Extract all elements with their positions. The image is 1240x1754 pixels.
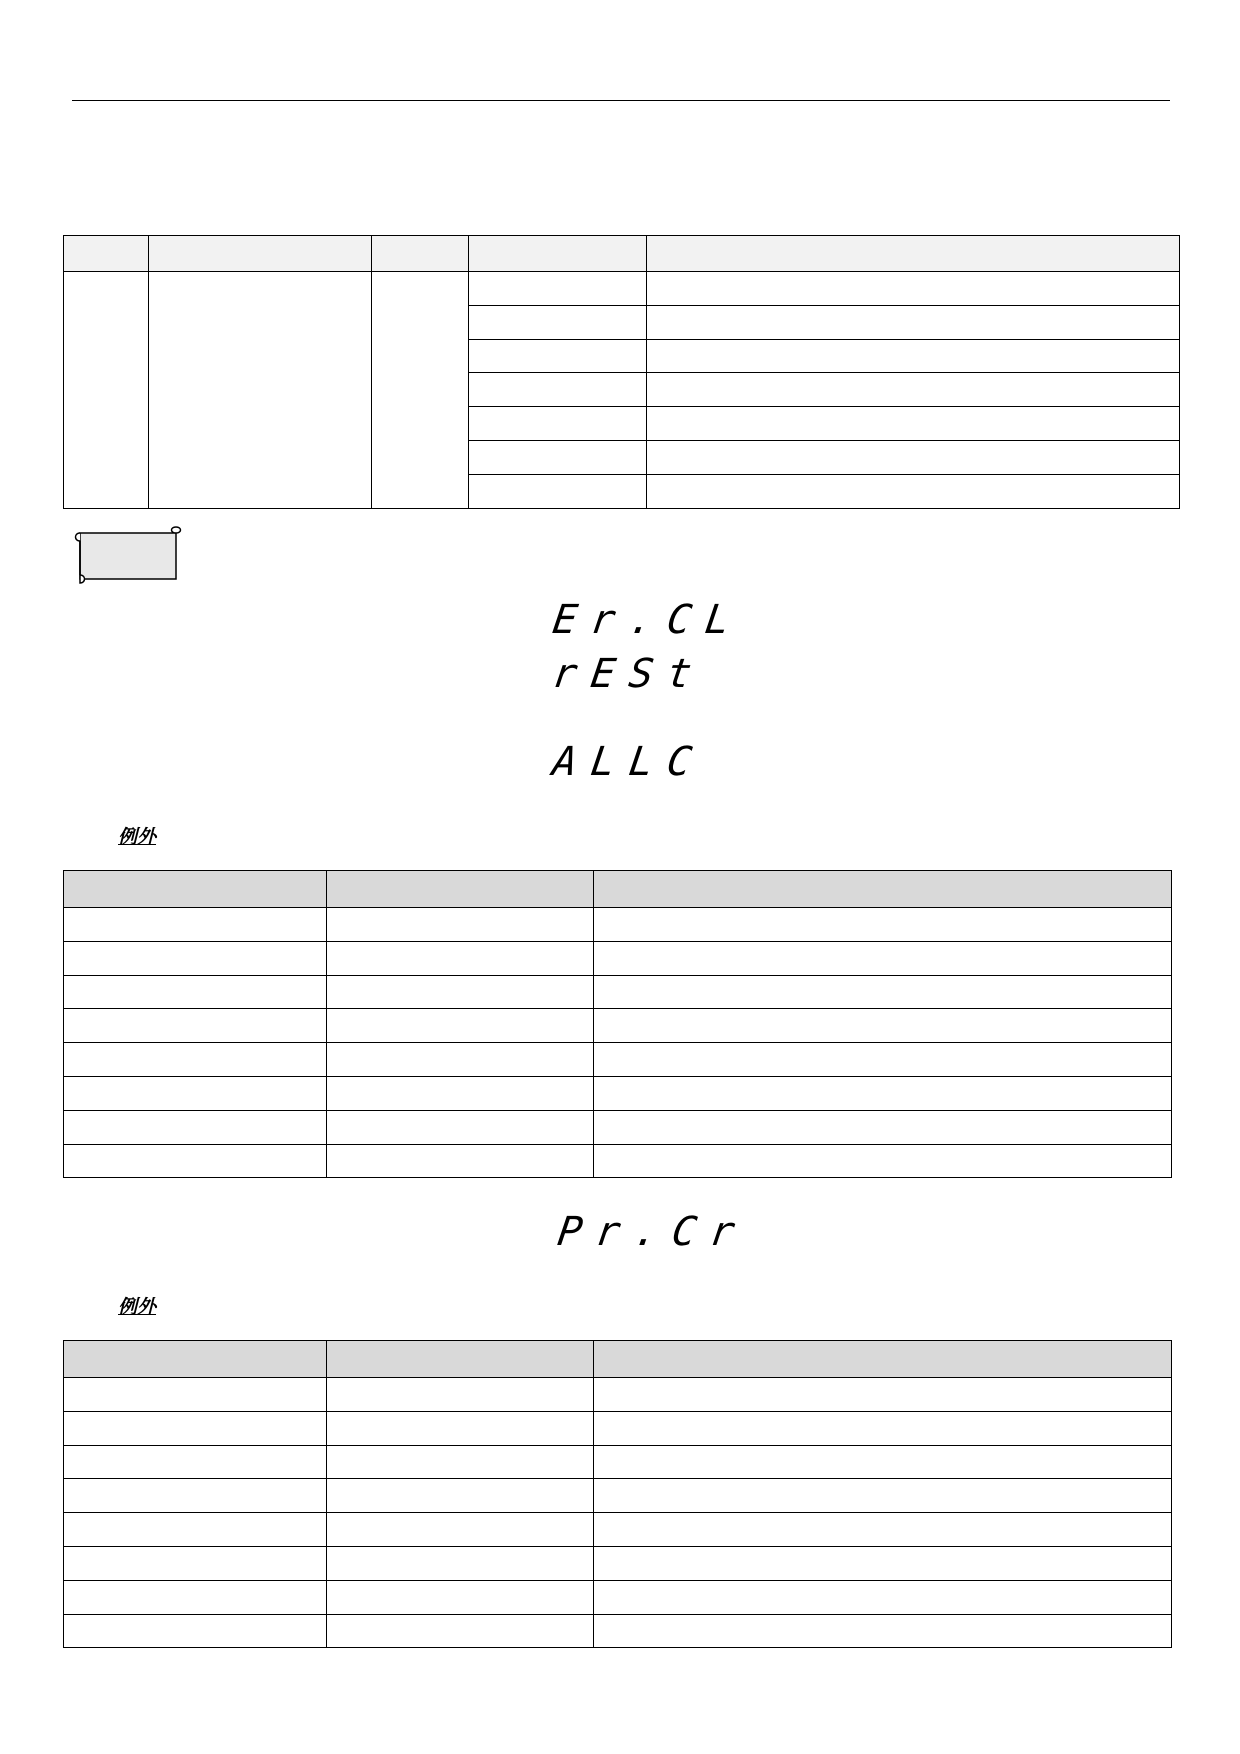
table-cell	[64, 908, 327, 942]
exception-table	[63, 1340, 1172, 1648]
header-rule	[72, 100, 1170, 101]
table-row	[64, 1445, 1172, 1479]
header-cell	[64, 236, 149, 272]
table-row	[64, 1479, 1172, 1513]
table-cell	[327, 908, 594, 942]
table-cell	[594, 941, 1172, 975]
table-cell	[327, 1144, 594, 1178]
table-cell	[594, 1009, 1172, 1043]
table-cell	[469, 339, 647, 373]
table-cell	[594, 1378, 1172, 1412]
table-cell	[327, 941, 594, 975]
table-row	[64, 1144, 1172, 1178]
table-cell	[327, 1009, 594, 1043]
display-code-rest: rESt	[549, 651, 709, 697]
table-cell	[64, 1043, 327, 1077]
table-cell	[64, 1614, 327, 1648]
display-code-er-cl: Er.CL	[549, 597, 747, 643]
table-row	[64, 908, 1172, 942]
table-cell	[469, 373, 647, 407]
table-cell	[149, 272, 372, 509]
table-cell	[594, 1513, 1172, 1547]
header-cell	[594, 1341, 1172, 1378]
table-row	[64, 1411, 1172, 1445]
table-cell	[327, 1546, 594, 1580]
table-cell	[327, 1043, 594, 1077]
table-row	[64, 272, 1180, 306]
table-cell	[64, 1378, 327, 1412]
table-cell	[594, 1144, 1172, 1178]
table-cell	[647, 474, 1180, 508]
table-cell	[64, 1076, 327, 1110]
header-cell	[327, 1341, 594, 1378]
table-row	[64, 941, 1172, 975]
header-cell	[469, 236, 647, 272]
table-cell	[372, 272, 469, 509]
table-cell	[469, 272, 647, 306]
table-cell	[64, 272, 149, 509]
table-cell	[327, 1513, 594, 1547]
table-cell	[594, 1110, 1172, 1144]
table-cell	[594, 1043, 1172, 1077]
header-cell	[594, 871, 1172, 908]
table-cell	[327, 1614, 594, 1648]
table-cell	[594, 1479, 1172, 1513]
table-cell	[647, 339, 1180, 373]
table-row	[64, 1513, 1172, 1547]
table-cell	[594, 908, 1172, 942]
table-cell	[647, 373, 1180, 407]
table-cell	[647, 272, 1180, 306]
table-header-row	[64, 1341, 1172, 1378]
table-cell	[327, 1411, 594, 1445]
header-cell	[64, 1341, 327, 1378]
table-row	[64, 1076, 1172, 1110]
table-cell	[469, 305, 647, 339]
table-cell	[64, 1546, 327, 1580]
table-row	[64, 1110, 1172, 1144]
table-cell	[594, 1445, 1172, 1479]
table-header-row	[64, 871, 1172, 908]
table-cell	[469, 474, 647, 508]
table-cell	[327, 1580, 594, 1614]
table-cell	[647, 407, 1180, 441]
table-cell	[594, 1614, 1172, 1648]
table-cell	[647, 440, 1180, 474]
table-cell	[469, 440, 647, 474]
table-cell	[64, 941, 327, 975]
table-row	[64, 1043, 1172, 1077]
parameter-table	[63, 235, 1180, 509]
table-cell	[594, 1546, 1172, 1580]
table-header-row	[64, 236, 1180, 272]
table-cell	[327, 1479, 594, 1513]
table-row	[64, 1378, 1172, 1412]
display-code-allc: ALLC	[549, 739, 709, 785]
table-cell	[469, 407, 647, 441]
header-cell	[327, 871, 594, 908]
table-cell	[64, 1411, 327, 1445]
table-cell	[327, 975, 594, 1009]
table-cell	[647, 305, 1180, 339]
exception-label: 例外	[118, 826, 157, 848]
header-cell	[149, 236, 372, 272]
table-cell	[327, 1110, 594, 1144]
table-cell	[64, 1513, 327, 1547]
table-cell	[594, 975, 1172, 1009]
table-cell	[64, 1479, 327, 1513]
exception-label: 例外	[118, 1296, 157, 1318]
table-cell	[64, 1144, 327, 1178]
table-row	[64, 1580, 1172, 1614]
table-cell	[64, 1009, 327, 1043]
display-code-pr-cr: Pr.Cr	[554, 1209, 752, 1255]
table-cell	[64, 975, 327, 1009]
header-cell	[372, 236, 469, 272]
table-cell	[327, 1378, 594, 1412]
table-cell	[594, 1580, 1172, 1614]
table-cell	[64, 1445, 327, 1479]
table-row	[64, 1009, 1172, 1043]
header-cell	[64, 871, 327, 908]
table-cell	[594, 1076, 1172, 1110]
note-scroll-icon	[72, 525, 182, 587]
table-cell	[327, 1076, 594, 1110]
table-cell	[64, 1110, 327, 1144]
table-cell	[64, 1580, 327, 1614]
table-cell	[594, 1411, 1172, 1445]
table-row	[64, 975, 1172, 1009]
header-cell	[647, 236, 1180, 272]
exception-table	[63, 870, 1172, 1178]
table-row	[64, 1546, 1172, 1580]
table-row	[64, 1614, 1172, 1648]
table-cell	[327, 1445, 594, 1479]
